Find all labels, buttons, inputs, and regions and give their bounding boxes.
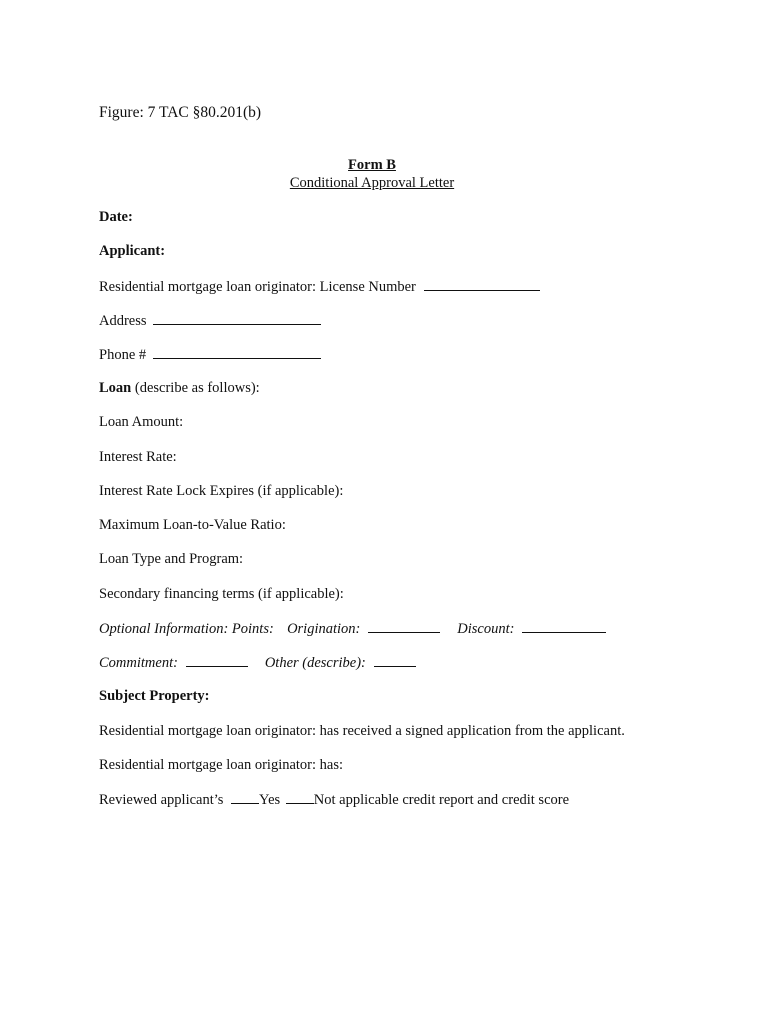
optional-points-label: Optional Information: Points: [99,621,274,637]
optional-information-row [99,619,606,638]
figure-caption: Figure: 7 TAC §80.201(b) [99,104,262,121]
received-application-line: Residential mortgage loan originator: has received a signed application from the applicant. [99,723,625,739]
not-applicable-blank[interactable] [286,790,314,804]
license-number-row [99,277,540,296]
loan-amount-label: Loan Amount: [99,414,184,430]
commitment-row [99,653,416,672]
subject-property-label: Subject Property: [99,688,210,704]
loan-label: Loan [99,380,132,396]
commitment-field[interactable] [186,653,248,667]
phone-row [99,345,321,364]
origination-field[interactable] [368,619,440,633]
rate-lock-label: Interest Rate Lock Expires (if applicable): [99,483,344,499]
ltv-label: Maximum Loan-to-Value Ratio: [99,517,286,533]
form-subtitle: Conditional Approval Letter [289,175,455,191]
discount-label: Discount: [457,621,515,637]
applicant-label: Applicant: [99,243,166,259]
phone-label: Phone # [99,347,147,363]
license-number-label: Residential mortgage loan originator: License Number [99,279,416,295]
discount-field[interactable] [522,619,606,633]
origination-label: Origination: [287,621,361,637]
yes-blank[interactable] [231,790,259,804]
phone-field[interactable] [153,345,321,359]
secondary-financing-label: Secondary financing terms (if applicable): [99,586,344,602]
interest-rate-label: Interest Rate: [99,449,177,465]
credit-report-row [99,790,569,809]
originator-has-line: Residential mortgage loan originator: has: [99,757,344,773]
address-field[interactable] [153,311,321,325]
commitment-label: Commitment: [99,655,178,671]
other-field[interactable] [374,653,416,667]
loan-describe-text: (describe as follows): [131,380,260,396]
loan-type-label: Loan Type and Program: [99,551,244,567]
yes-label: Yes [259,792,281,808]
date-label: Date: [99,209,133,225]
address-label: Address [99,313,147,329]
not-applicable-label: Not applicable credit report and credit score [313,792,570,808]
reviewed-prefix: Reviewed applicant’s [99,792,224,808]
address-row [99,311,321,330]
form-title: Form B [348,157,396,173]
other-label: Other (describe): [264,655,366,671]
loan-heading [99,379,260,397]
license-number-field[interactable] [424,277,540,291]
